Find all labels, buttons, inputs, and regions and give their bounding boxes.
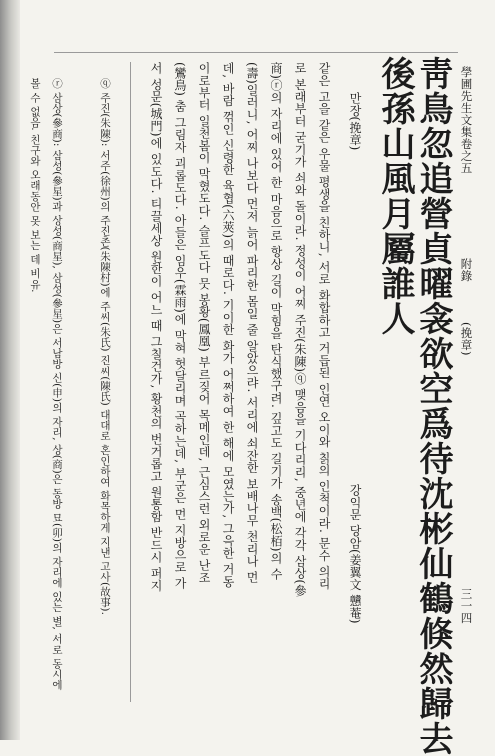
author-credit: 강익문 당암(姜翼文 戇菴) bbox=[348, 484, 362, 624]
poem-line-1: 靑鳥忽追營貞曜衾欲空爲待沈彬仙鶴倏然歸去 bbox=[413, 56, 453, 756]
page-number: 三一四 bbox=[459, 588, 474, 624]
translation-line: 서 성문(城門)에 있도다. 티끌세상 원한이 어느 때 그칠건가, 황천의 번거롭고 원통함 반드시 퍼지 bbox=[149, 62, 163, 592]
translation-line: 같은 고을 같은 우물 평생을 친하니, 서로 화합하고 거듭된 인연 오이와 칡의 인척이라. 문수 의리 bbox=[317, 62, 331, 590]
translation-line: (鸞鳥) 춤 그림자 괴롭도다. 아들은 임우(霖雨)에 막혀 헛달리며 곡하는데, 부군은 먼 지방으로 가 bbox=[173, 62, 187, 590]
translation-line: 로 본래부터 굳기가 쇠와 돌이라. 정성이 어찌 주진(朱陳)ⓠ 맺음을 기다리리, 중년에 각각 삼상(參 bbox=[293, 62, 307, 597]
footnote-q: ⓠ 주진(朱陳): 서주(徐州)의 주진촌(朱陳村)에 주씨(朱氏) 진씨(陳氏) 대대로 혼인하여 화목하게 지낸 고사(故事). bbox=[99, 78, 111, 616]
book-title-header: 學圃先生文集卷之五 bbox=[459, 66, 474, 174]
section-tag: (挽章) bbox=[459, 322, 474, 356]
section-header: 附錄 bbox=[459, 258, 474, 282]
poem-line-2: 後孫山風月屬誰人 bbox=[375, 56, 415, 336]
footnote-r: ⓡ 삼상(參商): 삼성(參星)과 상성(商星), 삼성(參星)은 서남방 신(申)의 자리, 상(商)은 동방 묘(卯)의 자리에 있는 별, 서로 동시에 볼 수 없음. 친구와 오래동안 못 보는 데 비유. bbox=[29, 78, 63, 690]
translation-line: (壽)일러니, 어찌 나보다 먼저 늙어 파리한 몸일 줄 알았으랴. 서리에 쇠잔한 보배나무 천리나 먼 bbox=[245, 62, 259, 584]
translation-title: 만장(挽章) bbox=[348, 92, 362, 151]
translation-line: 이로부터 일천봄이 막혔도다. 슬프도다 뭇 봉황(鳳凰) 부르짖어 목메인데, 근심스런 외로운 난조 bbox=[197, 62, 211, 584]
book-binding-shadow bbox=[0, 0, 20, 740]
translation-line: 데, 바람 꺾인 신령한 육협(六莢)의 때로다. 기이한 화가 어쩌하여 한 해에 모였는가, 그윽한 거동 bbox=[221, 62, 235, 588]
top-rule bbox=[54, 52, 458, 53]
footnote-divider bbox=[130, 62, 131, 702]
translation-line: 商)ⓡ의 자리에 있어 한 마음으로 항상 길이 막힘을 탄식했구려. 깊고도 길기가 송백(松栢)의 수 bbox=[269, 62, 283, 581]
